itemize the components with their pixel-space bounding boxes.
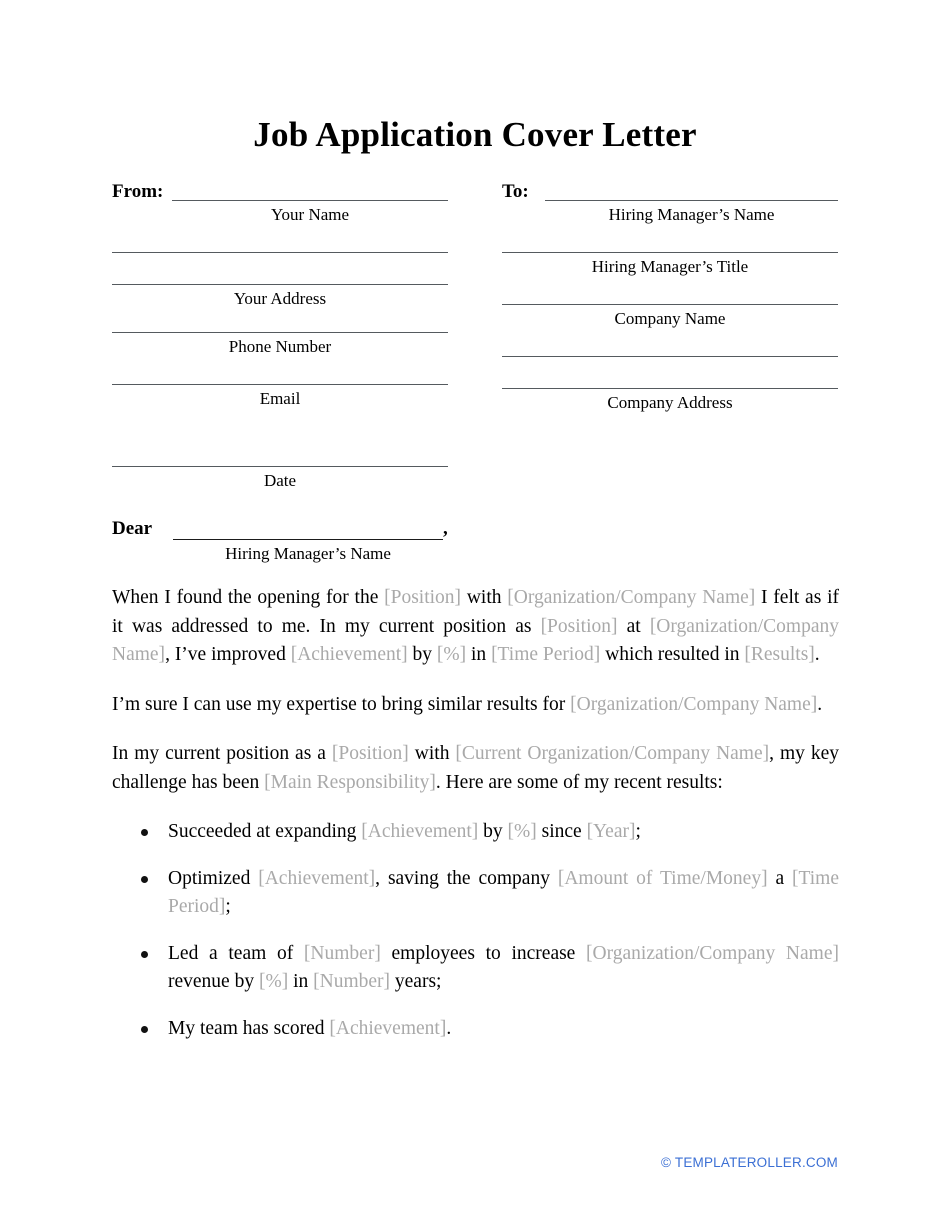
to-company-name-rule[interactable]: [502, 304, 838, 305]
bullet-icon: [141, 951, 148, 958]
placeholder-token: [Main Responsibility]: [264, 771, 436, 793]
body-text-run: Led a team of: [168, 942, 304, 964]
from-address-caption: Your Address: [233, 289, 327, 308]
placeholder-token: [Organization/Company Name]: [586, 942, 839, 964]
body-text-run: at: [617, 615, 650, 637]
address-block: [112, 178, 838, 498]
body-paragraph-3: [112, 740, 839, 797]
body-text-run: ;: [635, 821, 641, 842]
placeholder-token: [%]: [507, 821, 537, 842]
salutation-block: [112, 518, 512, 576]
placeholder-token: [Number]: [303, 942, 381, 964]
salutation-rule[interactable]: [173, 539, 443, 540]
to-company-name-caption: Company Name: [614, 309, 726, 328]
bullet-icon: [141, 876, 148, 883]
placeholder-token: [Achievement]: [290, 644, 408, 665]
placeholder-token: [Results]: [744, 644, 815, 665]
placeholder-token: [Number]: [313, 971, 391, 992]
bullet-icon: [141, 829, 148, 836]
body-text-run: .: [817, 693, 823, 715]
list-item-text: [168, 868, 839, 918]
body-text-run: My team has scored: [168, 1017, 330, 1039]
placeholder-token: [Achievement]: [258, 867, 376, 889]
body-text-run: When I found the opening for the: [112, 587, 385, 608]
body-text-run: with: [461, 587, 508, 608]
list-item-text: [168, 943, 839, 993]
from-label: From:: [112, 181, 164, 202]
body-paragraph-1: [112, 584, 839, 670]
from-address-rule-2[interactable]: [112, 284, 448, 285]
salutation-comma: ,: [443, 518, 448, 539]
placeholder-token: [Position]: [331, 743, 409, 764]
body-text-run: I felt as if it was addressed to me. In my current position as: [112, 587, 839, 637]
list-item: [112, 865, 839, 922]
to-manager-title-caption: Hiring Manager’s Title: [591, 257, 749, 276]
to-manager-title-rule[interactable]: [502, 252, 838, 253]
body-text-run: I’m sure I can use my expertise to bring similar results for: [112, 693, 571, 715]
placeholder-token: [Organization/Company Name]: [570, 693, 818, 715]
list-item-text: [168, 821, 641, 842]
from-email-rule[interactable]: [112, 384, 448, 385]
body-text-run: since: [536, 821, 587, 842]
from-name-caption: Your Name: [270, 205, 350, 224]
to-label: To:: [502, 181, 529, 202]
body-paragraph-2: [112, 691, 839, 720]
from-email-caption: Email: [259, 389, 301, 408]
to-company-address-rule-1[interactable]: [502, 356, 838, 357]
salutation-label: Dear: [112, 518, 153, 539]
placeholder-token: [Current Organization/Company Name]: [455, 743, 770, 764]
body-text-run: by: [407, 644, 437, 665]
body-text-run: . Here are some of my recent results:: [435, 771, 723, 793]
body-text-run: Succeeded at expanding: [168, 821, 362, 842]
placeholder-token: [Position]: [540, 615, 618, 637]
from-date-caption: Date: [263, 471, 297, 490]
body-text-run: , I’ve improved: [165, 644, 291, 665]
body-text-run: by: [478, 821, 508, 842]
placeholder-token: [Year]: [586, 821, 636, 842]
to-company-address-caption: Company Address: [607, 393, 733, 412]
body-text-run: , saving the company: [375, 867, 558, 889]
bullet-icon: [141, 1026, 148, 1033]
to-manager-name-caption: Hiring Manager’s Name: [608, 205, 775, 224]
body-text-run: .: [446, 1017, 452, 1039]
placeholder-token: [Position]: [384, 587, 462, 608]
list-item: [112, 1015, 839, 1044]
body-text-run: , my key challenge has been: [112, 743, 840, 793]
body-text-run: employees to increase: [380, 942, 587, 964]
body-text-run: ;: [225, 896, 231, 917]
body-text-run: in: [466, 644, 492, 665]
templateroller-link[interactable]: © TEMPLATEROLLER.COM: [661, 1155, 838, 1170]
from-name-rule[interactable]: [172, 200, 448, 201]
placeholder-token: [Achievement]: [329, 1017, 447, 1039]
from-address-rule-1[interactable]: [112, 252, 448, 253]
placeholder-token: [Time Period]: [491, 644, 601, 665]
body-text-run: in: [288, 971, 314, 992]
body-text-run: with: [408, 743, 456, 764]
body-text-run: revenue by: [168, 971, 259, 992]
placeholder-token: [Organization/Company Name]: [507, 587, 756, 608]
placeholder-token: [%]: [436, 644, 467, 665]
to-company-address-rule-2[interactable]: [502, 388, 838, 389]
from-phone-rule[interactable]: [112, 332, 448, 333]
list-item: [112, 940, 839, 997]
body-text-run: years;: [390, 971, 442, 992]
placeholder-token: [Amount of Time/Money]: [557, 867, 768, 889]
list-item-text: [168, 1018, 451, 1039]
from-date-rule[interactable]: [112, 466, 448, 467]
from-phone-caption: Phone Number: [228, 337, 332, 356]
body-text-run: Optimized: [168, 867, 259, 889]
body-text-run: In my current position as a: [112, 743, 332, 764]
placeholder-token: [Organization/Company Name]: [112, 615, 839, 665]
letter-body: [112, 584, 839, 1043]
page-title: Job Application Cover Letter: [253, 115, 697, 154]
salutation-caption: Hiring Manager’s Name: [225, 544, 391, 563]
to-manager-name-rule[interactable]: [545, 200, 838, 201]
placeholder-token: [%]: [258, 971, 289, 992]
placeholder-token: [Time Period]: [168, 867, 839, 917]
body-text-run: .: [814, 644, 820, 665]
body-text-run: which resulted in: [600, 644, 745, 665]
list-item: [112, 818, 839, 847]
body-text-run: a: [767, 867, 793, 889]
results-list: [112, 818, 839, 1043]
placeholder-token: [Achievement]: [361, 821, 479, 842]
